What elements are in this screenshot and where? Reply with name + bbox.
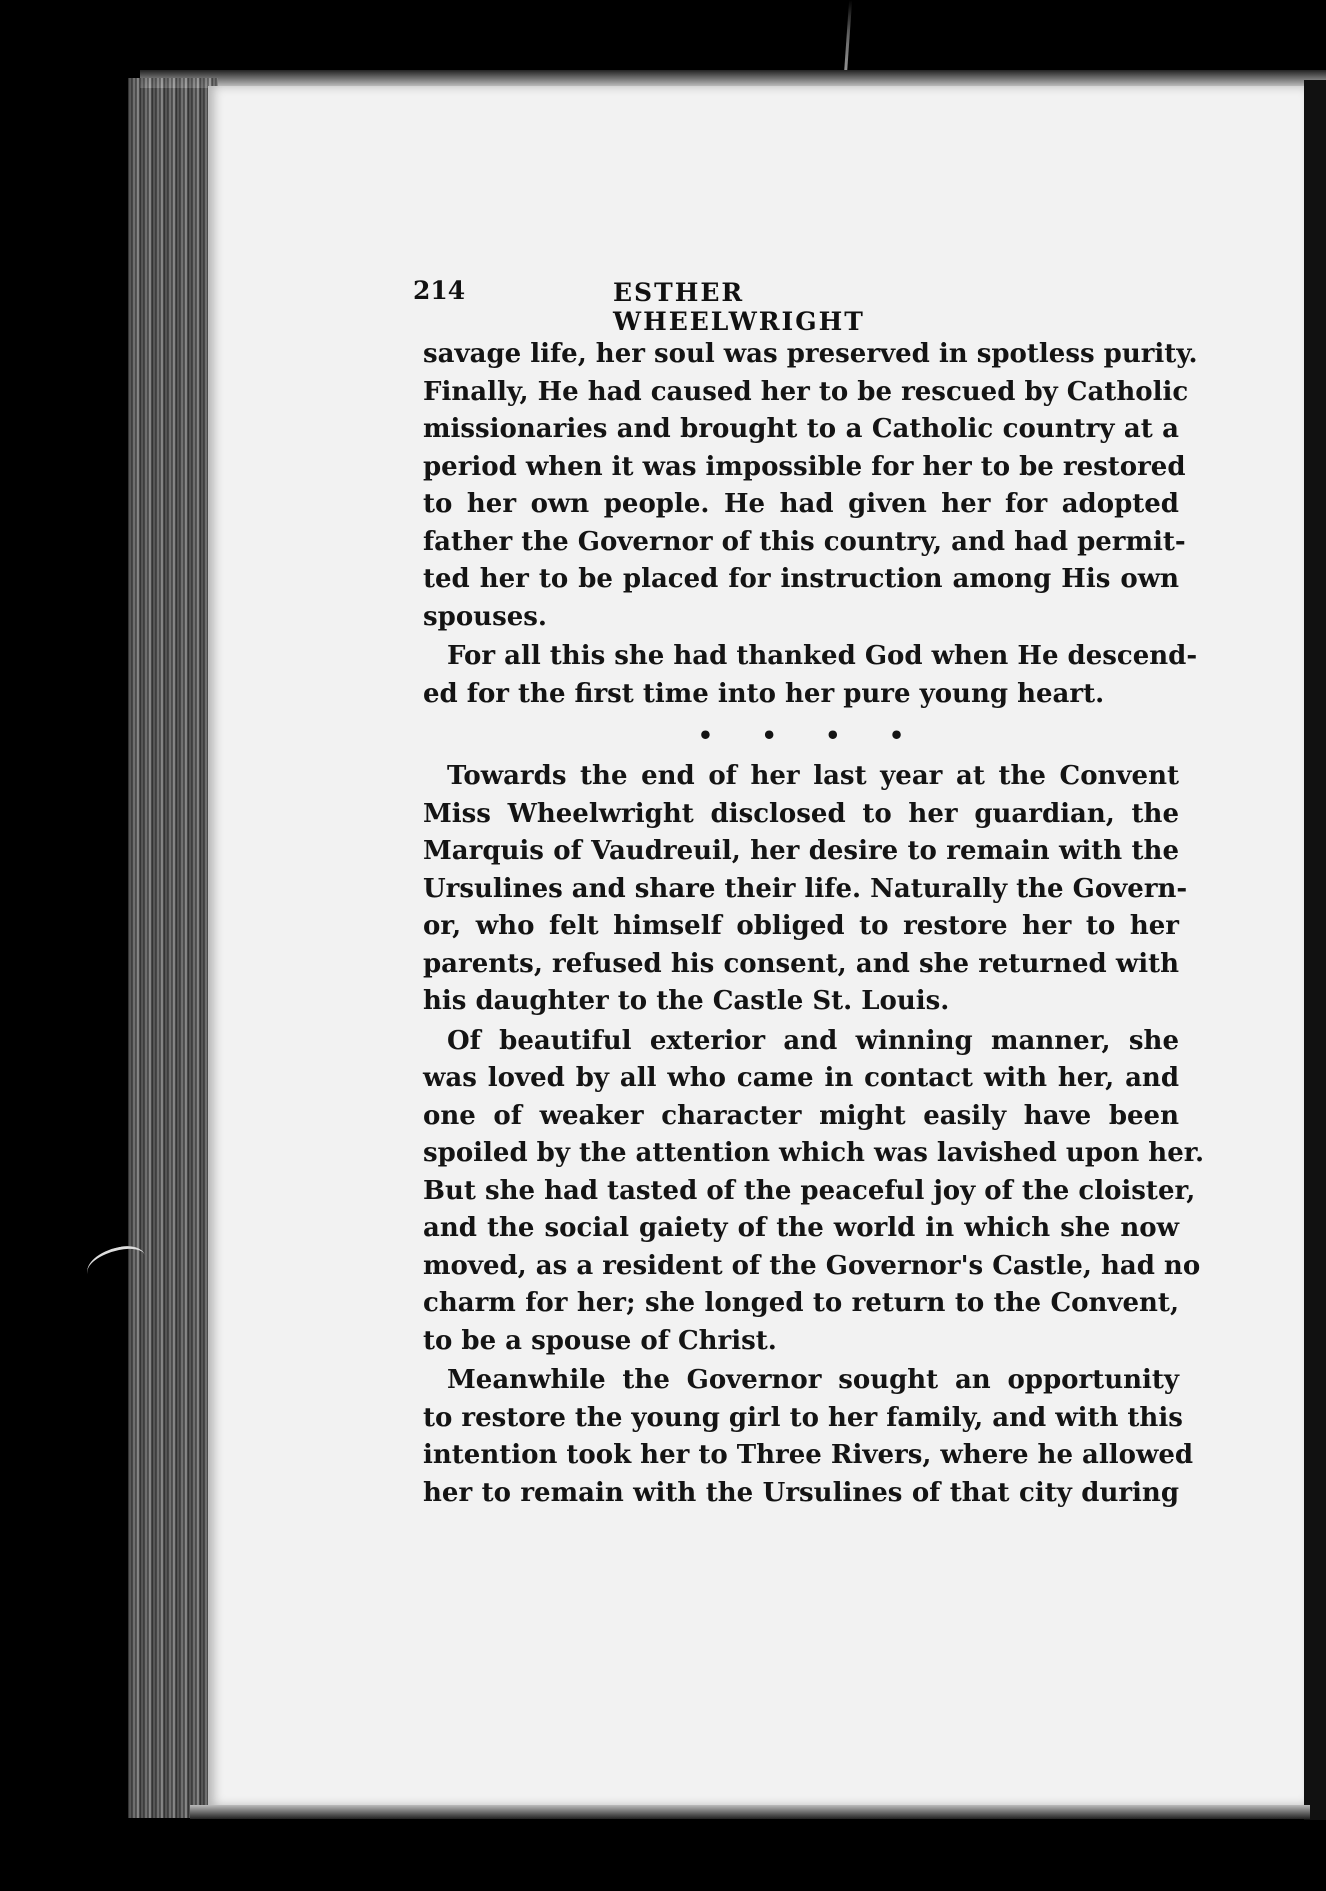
text-line: spouses. [423, 601, 547, 632]
paragraph [423, 758, 1188, 1021]
text-line: ed for the first time into her pure young heart. [423, 678, 1105, 709]
text-line: spoiled by the attention which was lavished upon her. [423, 1138, 1205, 1168]
text-line: to be a spouse of Christ. [423, 1325, 777, 1356]
text-line: But she had tasted of the peaceful joy of the cloister, [423, 1175, 1196, 1206]
body-text [423, 336, 1205, 1512]
text-line: to her own people. He had given her for adopted [423, 489, 1179, 519]
text-line: one of weaker character might easily have been [423, 1100, 1179, 1131]
text-line: Finally, He had caused her to be rescued by Catholic [423, 376, 1189, 407]
text-line: intention took her to Three Rivers, where he allowed [423, 1440, 1194, 1470]
page-edges-stack [128, 78, 218, 1818]
text-line: to restore the young girl to her family, and with this [423, 1402, 1183, 1433]
text-line: his daughter to the Castle St. Louis. [423, 986, 950, 1016]
right-scan-border [1304, 80, 1326, 1820]
text-line: savage life, her soul was preserved in spotless purity. [423, 339, 1198, 369]
text-line: charm for her; she longed to return to the Convent, [423, 1288, 1179, 1318]
text-line: period when it was impossible for her to be restored [423, 451, 1186, 482]
text-line: For all this she had thanked God when He descend- [447, 641, 1198, 671]
text-line: Of beautiful exterior and winning manner, she [447, 1025, 1179, 1056]
page-number: 214 [413, 276, 466, 305]
text-line: Towards the end of her last year at the Convent [447, 761, 1179, 791]
paragraph [423, 1362, 1194, 1512]
paragraph [423, 1023, 1205, 1361]
section-break: • • • • [697, 721, 925, 750]
paragraph [423, 638, 1198, 713]
page-bottom-edge [190, 1805, 1310, 1819]
text-line: or, who felt himself obliged to restore her to her [423, 911, 1179, 941]
running-head: ESTHER WHEELWRIGHT [613, 278, 865, 336]
paragraph [423, 336, 1198, 636]
text-line: Ursulines and share their life. Naturally the Govern- [423, 873, 1188, 904]
text-line: missionaries and brought to a Catholic country at a [423, 414, 1179, 444]
text-line: and the social gaiety of the world in which she now [423, 1213, 1179, 1243]
text-line: Miss Wheelwright disclosed to her guardian, the [423, 798, 1179, 829]
text-line: father the Governor of this country, and had permit- [423, 526, 1186, 557]
text-line: her to remain with the Ursulines of that city during [423, 1477, 1179, 1508]
text-line: Meanwhile the Governor sought an opportunity [447, 1365, 1179, 1395]
text-line: ted her to be placed for instruction among His own [423, 564, 1179, 594]
text-line: Marquis of Vaudreuil, her desire to remain with the [423, 836, 1179, 866]
text-line: parents, refused his consent, and she returned with [423, 948, 1179, 979]
text-line: moved, as a resident of the Governor's Castle, had no [423, 1250, 1201, 1281]
text-line: was loved by all who came in contact with her, and [423, 1063, 1179, 1093]
page-header [413, 276, 983, 336]
